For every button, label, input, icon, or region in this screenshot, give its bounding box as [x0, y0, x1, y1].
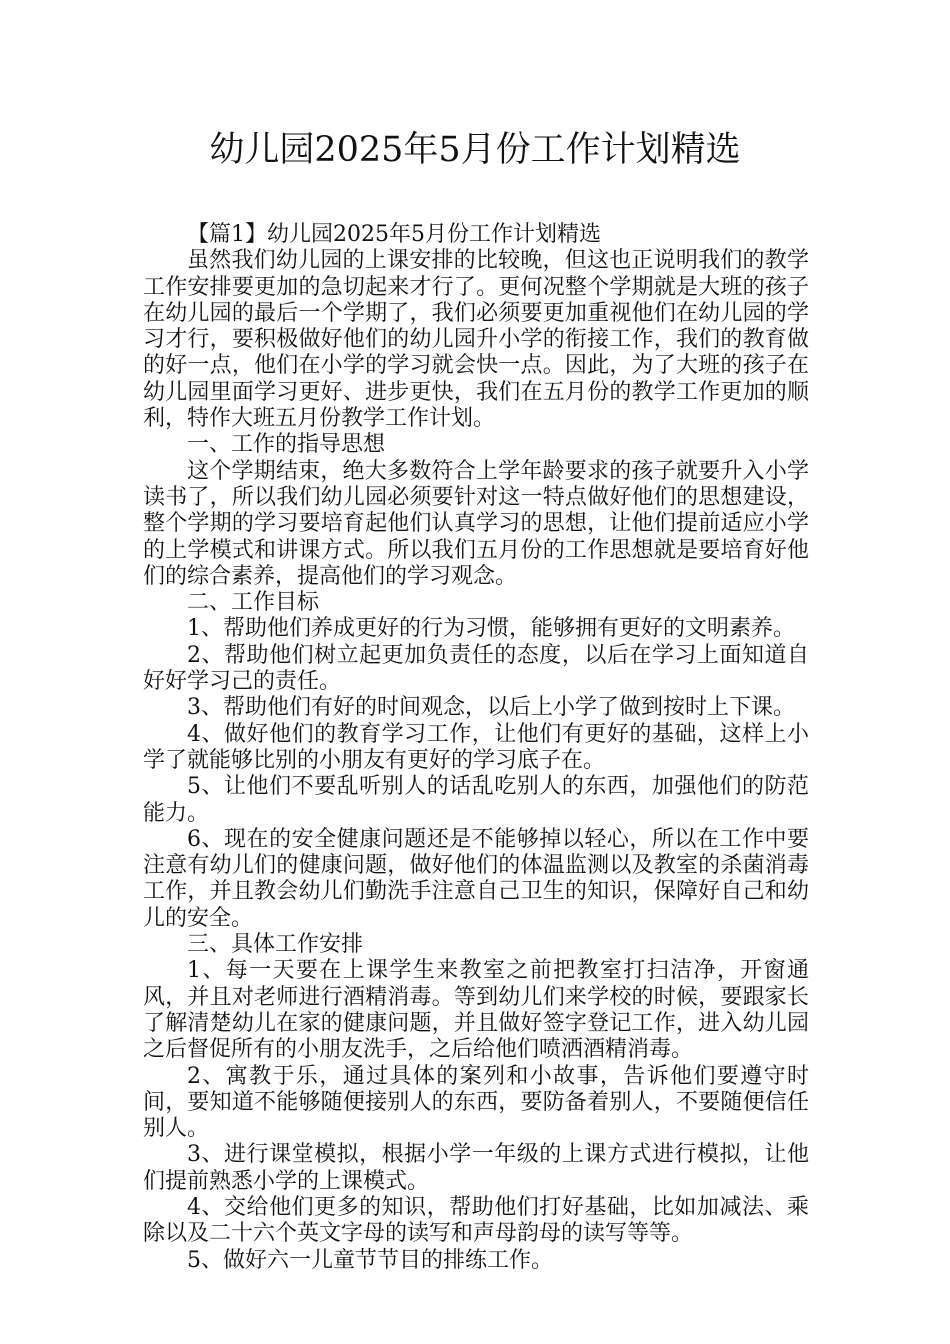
document-body [143, 222, 809, 1274]
goal-item-3: 3、帮助他们有好的时间观念，以后上小学了做到按时上下课。 [187, 695, 795, 721]
goal-item-6: 6、现在的安全健康问题还是不能够掉以轻心，所以在工作中要注意有幼儿们的健康问题，做好他们的体温监测以及教室的杀菌消毒工作，并且教会幼儿们勤洗手注意自己卫生的知识，保障好自己和幼儿的安全。 [143, 826, 809, 931]
goal-item-4: 4、做好他们的教育学习工作，让他们有更好的基础，这样上小学了就能够比别的小朋友有更好的学习底子在。 [143, 721, 809, 773]
section-heading-guiding-idea: 一、工作的指导思想 [187, 432, 386, 458]
arrangement-item-1: 1、每一天要在上课学生来教室之前把教室打扫洁净，开窗通风，并且对老师进行酒精消毒。等到幼儿们来学校的时候，要跟家长了解清楚幼儿在家的健康问题，并且做好签字登记工作，进入幼儿园之后督促所有的小朋友洗手，之后给他们喷洒酒精消毒。 [143, 958, 809, 1063]
goal-item-1: 1、帮助他们养成更好的行为习惯，能够拥有更好的文明素养。 [187, 616, 795, 642]
section-heading-article-1: 【篇1】幼儿园2025年5月份工作计划精选 [187, 222, 601, 247]
arrangement-item-2: 2、寓教于乐，通过具体的案列和小故事，告诉他们要遵守时间，要知道不能够随便接别人的东西，要防备着别人，不要随便信任别人。 [143, 1063, 809, 1142]
section-heading-goals: 二、工作目标 [187, 590, 320, 616]
section-heading-arrangements: 三、具体工作安排 [187, 932, 364, 958]
paragraph-intro: 虽然我们幼儿园的上课安排的比较晚，但这也正说明我们的教学工作安排要更加的急切起来才行了。更何况整个学期就是大班的孩子在幼儿园的最后一个学期了，我们必须要更加重视他们在幼儿园的学习才行，要积极做好他们的幼儿园升小学的衔接工作，我们的教育做的好一点，他们在小学的学习就会快一点。因此，为了大班的孩子在幼儿园里面学习更好、进步更快，我们在五月份的教学工作更加的顺利，特作大班五月份教学工作计划。 [143, 248, 809, 432]
paragraph-guiding-idea: 这个学期结束，绝大多数符合上学年龄要求的孩子就要升入小学读书了，所以我们幼儿园必须要针对这一特点做好他们的思想建设，整个学期的学习要培育起他们认真学习的思想，让他们提前适应小学的上学模式和讲课方式。所以我们五月份的工作思想就是要培育好他们的综合素养，提高他们的学习观念。 [143, 458, 809, 589]
arrangement-item-3: 3、进行课堂模拟，根据小学一年级的上课方式进行模拟，让他们提前熟悉小学的上课模式。 [143, 1142, 809, 1194]
arrangement-item-4: 4、交给他们更多的知识，帮助他们打好基础，比如加减法、乘除以及二十六个英文字母的读写和声母韵母的读写等等。 [143, 1194, 809, 1247]
goal-item-2: 2、帮助他们树立起更加负责任的态度，以后在学习上面知道自好好学习己的责任。 [143, 642, 809, 695]
document-title: 幼儿园2025年5月份工作计划精选 [209, 130, 741, 170]
goal-item-5: 5、让他们不要乱听别人的话乱吃别人的东西，加强他们的防范能力。 [143, 774, 809, 826]
arrangement-item-5: 5、做好六一儿童节节目的排练工作。 [187, 1247, 553, 1273]
